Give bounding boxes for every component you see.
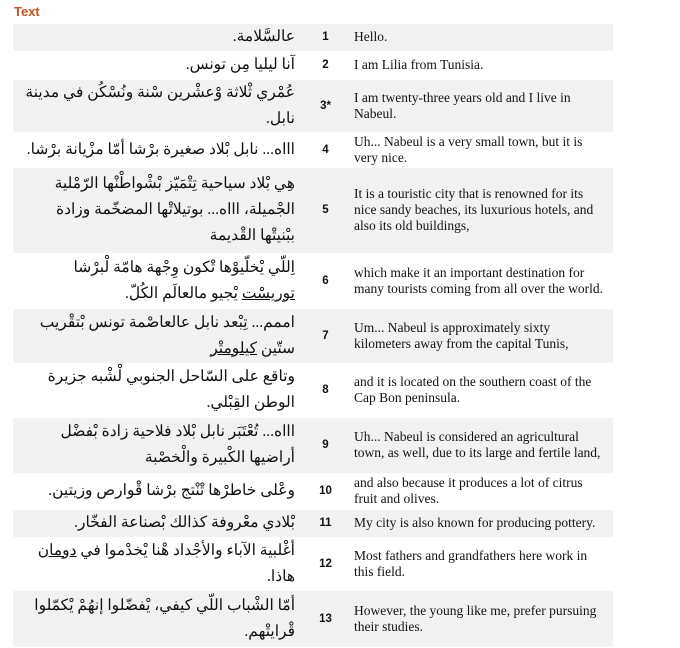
line-number: 13 (303, 590, 348, 647)
section-title: Text (14, 4, 40, 19)
line-number: 11 (303, 509, 348, 537)
arabic-cell: آنا ليليا مِن تونس. (13, 51, 303, 79)
line-number: 8 (303, 363, 348, 417)
english-cell: Hello. (348, 24, 613, 51)
table-row (13, 253, 613, 308)
line-number: 6 (303, 253, 348, 308)
english-cell: I am Lilia from Tunisia. (348, 51, 613, 79)
line-number: 2 (303, 51, 348, 79)
line-number: 10 (303, 473, 348, 509)
table-row (13, 509, 613, 537)
line-number: 5 (303, 167, 348, 253)
english-cell: Um... Nabeul is approximately sixty kilometers away from the capital Tunis, (348, 308, 613, 363)
line-number: 1 (303, 24, 348, 51)
transcript-table (13, 24, 613, 648)
english-cell: Uh... Nabeul is considered an agricultural town, as well, due to its large and fertile land, (348, 417, 613, 473)
arabic-cell: بْلادي معْروفة كذالك بْصناعة الفخّار. (13, 509, 303, 537)
arabic-cell: وتاقع على السّاحل الجنوبي لْشْبه جزيرة الوطن القِبْلي. (13, 363, 303, 417)
english-cell: However, the young like me, prefer pursuing their studies. (348, 590, 613, 647)
english-cell: It is a touristic city that is renowned for its nice sandy beaches, its luxurious hotels, and also its old buildings, (348, 167, 613, 253)
arabic-cell: اااه... نابل بْلاد صغيرة برْشا أمّا مزْيانة برْشا. (13, 132, 303, 167)
line-number: 4 (303, 132, 348, 167)
table-row (13, 132, 613, 167)
english-cell: Uh... Nabeul is a very small town, but it is very nice. (348, 132, 613, 167)
english-cell: which make it an important destination for many tourists coming from all over the world. (348, 253, 613, 308)
arabic-cell (13, 308, 303, 363)
arabic-cell: اااه... تُعْتَبَر نابل بْلاد فلاحية زادة بْفضْل أراضيها الكْبيرة والْخصْبة (13, 417, 303, 473)
loanword-underlined: كيلومتْر (210, 339, 257, 357)
line-number: 9 (303, 417, 348, 473)
arabic-cell: وعْلى خاطرْها تْنْتج برْشا قْوارص وزيتين. (13, 473, 303, 509)
arabic-text: اِللّي يْخلّيوْها تْكون وِجْهة هامّة لْبرْشا (73, 258, 295, 276)
arabic-cell (13, 537, 303, 590)
table-row (13, 537, 613, 590)
table-row (13, 51, 613, 79)
english-cell: Most fathers and grandfathers here work in this field. (348, 537, 613, 590)
arabic-cell: عُمْري ثْلاثة وْعشْرين سْنة ونُسْكُن في مدينة نابل. (13, 79, 303, 132)
line-number: 3* (303, 79, 348, 132)
arabic-cell: أمّا الشْباب اللّي كيفي، يْفضّلوا إنهُمْ يْكمّلوا قْرايتْهم. (13, 590, 303, 647)
line-number: 7 (303, 308, 348, 363)
english-cell: My city is also known for producing pottery. (348, 509, 613, 537)
table-row (13, 308, 613, 363)
arabic-cell: هِي بْلاد سياحية تِتْمَيّز بْشْواطْنْها الرّمْلية الجْميلة، اااه... بوتيلاتْها المضخّمة وزادة ببْنيتْها القْديمة (13, 167, 303, 253)
table-row (13, 24, 613, 51)
table-row (13, 417, 613, 473)
table-row (13, 363, 613, 417)
arabic-text: اممم... تِبْعد نابل عالعاصْمة تونس بْتقْريب ستّين (39, 313, 295, 357)
table-row (13, 79, 613, 132)
english-cell: and it is located on the southern coast of the Cap Bon peninsula. (348, 363, 613, 417)
line-number: 12 (303, 537, 348, 590)
arabic-cell: عالسَّلامة. (13, 24, 303, 51)
arabic-cell (13, 253, 303, 308)
arabic-text: هاذا. (267, 567, 295, 585)
arabic-text: يْجيو مالعالَم الكُلّ. (125, 284, 242, 302)
english-cell: I am twenty-three years old and I live in Nabeul. (348, 79, 613, 132)
table-row (13, 590, 613, 647)
loanword-underlined: دومان (37, 541, 77, 559)
table-row (13, 473, 613, 509)
table-row (13, 167, 613, 253)
loanword-underlined: توريسْت (241, 284, 295, 302)
arabic-text: أغْلبية الآباء والأجْداد هْنا يْخدْموا في (76, 541, 295, 559)
english-cell: and also because it produces a lot of citrus fruit and olives. (348, 473, 613, 509)
